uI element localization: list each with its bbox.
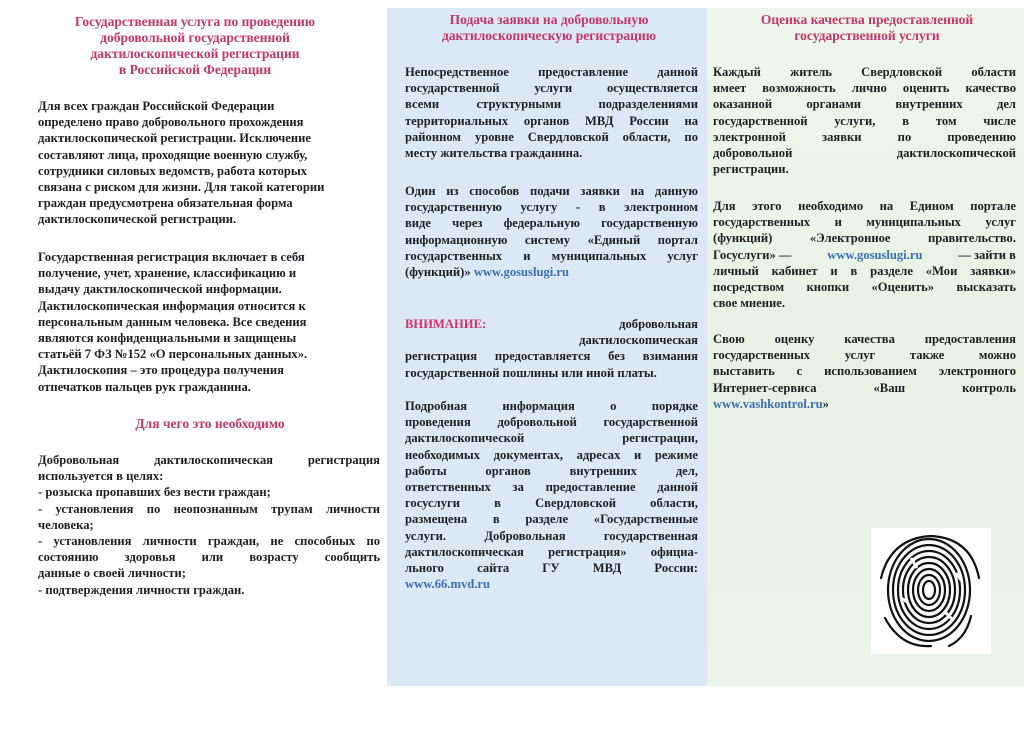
- attention-label: ВНИМАНИЕ:: [405, 317, 487, 331]
- section-subtitle: Для чего это необходимо: [135, 416, 285, 431]
- gosuslugi-link[interactable]: www.gosuslugi.ru: [827, 247, 923, 262]
- paragraph: Добровольная дактилоскопическая регистрация используется в целях: - розыска пропавших без вести граждан; - установления по неопознанным трупам личности человека; - установления личности граждан, не способных по состоянию здоровья или возрасту сообщить данные о своей личности; - подтверждения личности граждан.: [38, 453, 380, 597]
- column-application: [387, 8, 707, 686]
- paragraph: Непосредственное предоставление данной государственной услуги осуществляется всеми структурными подразделениями территориальных органов МВД России на районном уровне Свердловской области, по месту жительства гражданина.: [405, 65, 698, 161]
- paragraph: Один из способов подачи заявки на данную государственную услугу - в электронном виде через федеральную государственную информационную систему «Единый портал государственных и муниципальных услуг (функций)» www.gosuslugi.ru: [405, 184, 698, 280]
- paragraph: Каждый житель Свердловской области имеет возможность лично оценить качество оказанной органами внутренних дел государственной услуги, в том числе электронной заявки по проведению добровольной дактилоскопической регистрации.: [713, 65, 1016, 177]
- column-title: Государственная услуга по проведению добровольной государственной дактилоскопической регистрации в Российской Федерации: [74, 14, 316, 77]
- column-about-service: [0, 0, 387, 744]
- paragraph: Для этого необходимо на Едином портале государственных и муниципальных услуг (функций) «Электронное правительство. Госуслуги» — www.gosuslugi.ru — зайти в личный кабинет и в разделе «Мои заявки» посредством кнопки «Оценить» высказать свое мнение.: [713, 199, 1016, 311]
- mvd-link[interactable]: www.66.mvd.ru: [405, 577, 491, 592]
- column-title: Подача заявки на добровольную дактилоскопическую регистрацию: [441, 12, 657, 43]
- fingerprint-icon: [871, 528, 991, 654]
- paragraph: Для всех граждан Российской Федерации определено право добровольного прохождения дактилоскопической регистрации. Исключение составляют лица, проходящие военную службу, сотрудники силовых ведомств, работа которых связана с риском для жизни. Для такой категории граждан предусмотрена обязательная форма дактилоскопической регистрации.: [38, 99, 325, 227]
- vashkontrol-link[interactable]: www.vashkontrol.ru: [713, 396, 823, 411]
- column-title: Оценка качества предоставленной государственной услуги: [760, 12, 974, 43]
- gosuslugi-link[interactable]: www.gosuslugi.ru: [473, 265, 569, 280]
- notice-paragraph: ВНИМАНИЕ: добровольная дактилоскопическая регистрация предоставляется без взимания государственной пошлины или иной платы.: [405, 317, 698, 380]
- paragraph: Свою оценку качества предоставления государственных услуг также можно выставить с использованием электронного Интернет-сервиса «Ваш контроль www.vashkontrol.ru»: [713, 332, 1016, 411]
- paragraph: Государственная регистрация включает в себя получение, учет, хранение, классификацию и выдачу дактилоскопической информации. Дактилоскопическая информация относится к персональным данным человека. Все сведения являются конфиденциальными и защищены статьёй 7 ФЗ №152 «О персональных данных». Дактилоскопия – это процедура получения отпечатков пальцев рук гражданина.: [38, 250, 308, 394]
- paragraph: Подробная информация о порядке проведения добровольной государственной дактилоскопической регистрации, необходимых документах, адресах и режиме работы органов внутренних дел, ответственных за предоставление данной госуслуги в Свердловской области, размещена в разделе «Государственные услуги. Добровольная государственная дактилоскопическая регистрация» официа- льного сайта ГУ МВД России: www.66.mvd.ru: [405, 399, 698, 592]
